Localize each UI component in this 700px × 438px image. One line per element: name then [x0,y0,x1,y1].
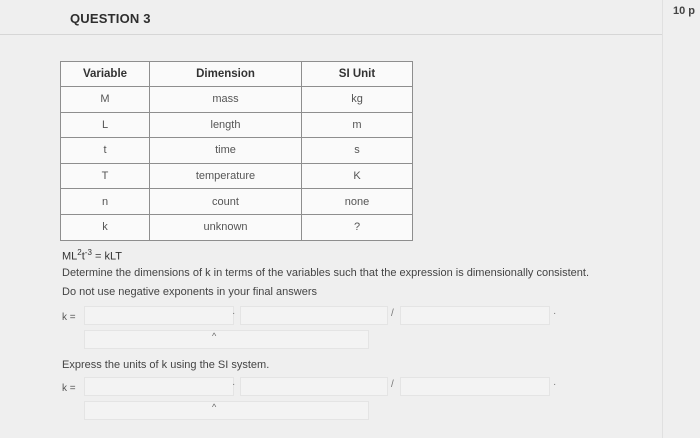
division-slash: / [391,379,394,390]
table-row [61,87,413,113]
table-cell: t [61,138,150,164]
answer-field-numerator-1[interactable] [84,306,234,325]
question-title: QUESTION 3 [70,11,151,26]
answer-field-denominator[interactable] [400,377,550,396]
variables-table [60,61,413,241]
table-cell: k [61,214,150,240]
table-row [61,112,413,138]
table-cell: none [302,189,413,215]
table-cell: K [302,163,413,189]
equation: $ML^2t^{-3}$ = kLT [62,248,122,263]
answer-field-numerator-2[interactable] [240,377,388,396]
instruction-text: Express the units of k using the SI system. [62,359,270,371]
divider [0,34,662,35]
caret-icon: ^ [212,402,217,412]
column-header: Dimension [150,62,302,87]
dot-separator: · [232,379,236,390]
instruction-text: Do not use negative exponents in your final answers [62,286,317,298]
table-row [61,138,413,164]
table-cell: ? [302,214,413,240]
table-cell: unknown [150,214,302,240]
answer-label: k = [62,383,76,394]
table-row [61,163,413,189]
caret-icon: ^ [212,331,217,341]
dot-separator: · [553,379,557,390]
column-header: Variable [61,62,150,87]
table-cell: T [61,163,150,189]
exponent-field-1[interactable] [84,330,369,349]
answer-label: k = [62,312,76,323]
division-slash: / [391,308,394,319]
table-cell: time [150,138,302,164]
table-cell: length [150,112,302,138]
table-cell: n [61,189,150,215]
table-cell: L [61,112,150,138]
instruction-text: Determine the dimensions of k in terms of the variables such that the expression is dimensionally consistent. [62,267,590,279]
column-header: SI Unit [302,62,413,87]
answer-field-denominator[interactable] [400,306,550,325]
table-cell: s [302,138,413,164]
table-cell: m [302,112,413,138]
dot-separator: · [553,308,557,319]
table-row [61,189,413,215]
table-row [61,214,413,240]
table-cell: temperature [150,163,302,189]
table-cell: mass [150,87,302,113]
table-header-row [61,62,413,87]
divider [662,0,663,438]
answer-field-numerator-2[interactable] [240,306,388,325]
points-label: 10 p [673,5,696,17]
table-cell: kg [302,87,413,113]
table-cell: M [61,87,150,113]
exponent-field-2[interactable] [84,401,369,420]
table-cell: count [150,189,302,215]
answer-field-numerator-1[interactable] [84,377,234,396]
dot-separator: · [232,308,236,319]
